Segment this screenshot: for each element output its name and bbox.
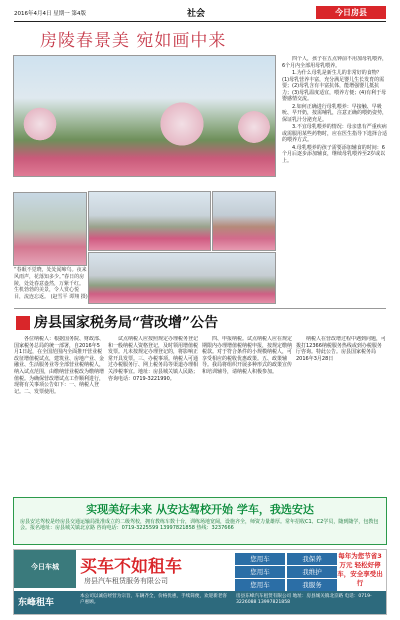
section-title: 社会: [187, 9, 206, 19]
photo-trees-1: [13, 192, 87, 266]
rental-company: 房县东峰汽车租赁有限公司 地址：房县城关镇北京路 电话：0719-3226088 13997821858: [236, 594, 372, 605]
text-column: [296, 336, 386, 494]
rental-button: 我服务: [287, 579, 337, 591]
blossom-tree: [234, 110, 274, 144]
header-rule: [14, 21, 386, 22]
ad-title: 实现美好未来 从安达驾校开始 学车，我选安达: [86, 503, 314, 516]
photo-caption: [14, 267, 88, 305]
driving-school-ad: [13, 497, 387, 545]
title-text: 房县国家税务局“营改增”公告: [34, 315, 219, 331]
paragraph: 四个人，孩子在五点钟前不用加母乳喂养，6个月内全部用母乳喂养。: [282, 56, 388, 69]
title-marker-icon: [16, 316, 30, 330]
photo-credit: (赵雪平 谭翔 摄): [50, 294, 88, 301]
section-divider: [14, 308, 386, 309]
photo-flowerbed: [88, 191, 211, 251]
blossom-tree: [154, 102, 210, 146]
paragraph: 四、申报纳税。试点纳税人应在规定期限内办理增值税纳税申报，按规定缴纳税款。对于符合条件的小规模纳税人，可享受相应的税收优惠政策。五、政策辅导。我局将组织开展多种形式的政策宣传和培训辅导，请纳税人积极参加。: [202, 336, 292, 375]
paragraph: 4.母乳喂养的孩子需要添加辅食的时间：6个月后逐步添加辅食，继续母乳喂养至2岁或以上。: [282, 144, 386, 164]
main-photo: [13, 55, 276, 177]
text-column: [14, 336, 104, 494]
rental-button: 我保养: [287, 553, 337, 565]
paragraph: 试点纳税人应按照规定办理税务登记和一般纳税人资格登记，及时领用增值税发票。凡未按规定办理登记的，将影响正常开具发票。三、办税事项。纳税人可通过办税服务厅、网上税务局等渠道办理相关涉税事宜。地址：房县城关镇人民路；咨询电话：0719-3221990。: [108, 336, 198, 382]
ad-body: 房县安达驾校是经房县交通运输局批准成立的二级驾校，拥有教练车数十台，训练场地宽阔，设施齐全，师资力量雄厚。常年招收C1、C2学员，随到随学，包教包会。报名地址：房县城关镇北京路 咨询电话：0719-3225599 13997821858 热线：3237666: [20, 519, 379, 532]
photo-park-path: [88, 252, 276, 304]
rental-logo-text: 今日车城: [31, 563, 59, 571]
rental-button: 我维护: [287, 566, 337, 578]
paper-logo: 今日房县: [316, 6, 386, 19]
rental-logo: [14, 550, 76, 588]
rental-bar-text: 本公司以诚信经营为宗旨，车辆齐全，价格优惠，手续简便，欢迎新老客户惠顾。: [80, 594, 228, 605]
caption-text: “春眠不觉晓，处处闻啼鸟。夜来风雨声，花落知多少。”春日的房陵，处处春意盎然，万紫千红。生机勃勃的美景，令人赏心悦目，流连忘返。: [14, 267, 87, 301]
paragraph: 3.不宜母乳喂养的情况：母亲患有严重疾病或需服用某些药物时，应在医生指导下选择合适的喂养方式。: [282, 124, 388, 143]
masthead: [14, 6, 386, 20]
rental-button: 您用车: [235, 553, 285, 565]
issue-date: 2016年4月4日 星期一 第4版: [14, 11, 86, 17]
rental-brand: 东峰租车: [18, 598, 55, 608]
rental-button: 您用车: [235, 566, 285, 578]
rental-button-grid: [235, 553, 337, 591]
rental-promo: 每年为您节省3万元 轻松好停车，安全享受出行: [337, 552, 383, 587]
tax-notice-body: [14, 336, 386, 494]
photo-trees-2: [212, 191, 276, 251]
rental-headline: 买车不如租车: [80, 557, 182, 577]
blossom-tree: [20, 106, 60, 142]
paragraph: 1.为什么母乳是新生儿的非常好的食物？(1)母乳营养丰富，充分满足婴儿生长发育的需要；(2)母乳含有丰富抗体，能增强婴儿抵抗力；(3)母乳温度适宜，喂养方便；(4)有利于母婴感情交流。: [282, 70, 387, 102]
car-rental-ad: [13, 549, 387, 615]
right-article: [282, 56, 388, 280]
paragraph: 2.如何正确进行母乳喂养：早接触、早吸吮、早开奶，按需哺乳，注意正确的喂奶姿势，保证乳汁分泌充足。: [282, 103, 388, 123]
text-column: [202, 336, 292, 494]
paragraph: 各位纳税人：根据国务院、财政部、国家税务总局的统一部署，自2016年5月1日起，在全国范围内全面推开营业税改征增值税试点，建筑业、房地产业、金融业、生活服务业等全部营业税纳税人，纳入试点范围，由缴纳营业税改为缴纳增值税。为确保营改增试点工作顺利进行，现将有关事项公告如下：一、纳税人登记。二、发票使用。: [14, 336, 104, 395]
rental-button: 您用车: [235, 579, 285, 591]
rental-subline: 房县汽车租赁服务有限公司: [84, 577, 168, 585]
tax-notice-title: [16, 312, 386, 334]
rental-footer-bar: [14, 591, 386, 614]
feature-headline: 房陵春景美 宛如画中来: [40, 31, 227, 51]
paragraph: 纳税人在营改增过程中遇到问题，可拨打12366纳税服务热线或到办税服务厅咨询。特此公告。房县国家税务局 2016年3月28日: [296, 336, 386, 362]
text-column: [108, 336, 198, 494]
